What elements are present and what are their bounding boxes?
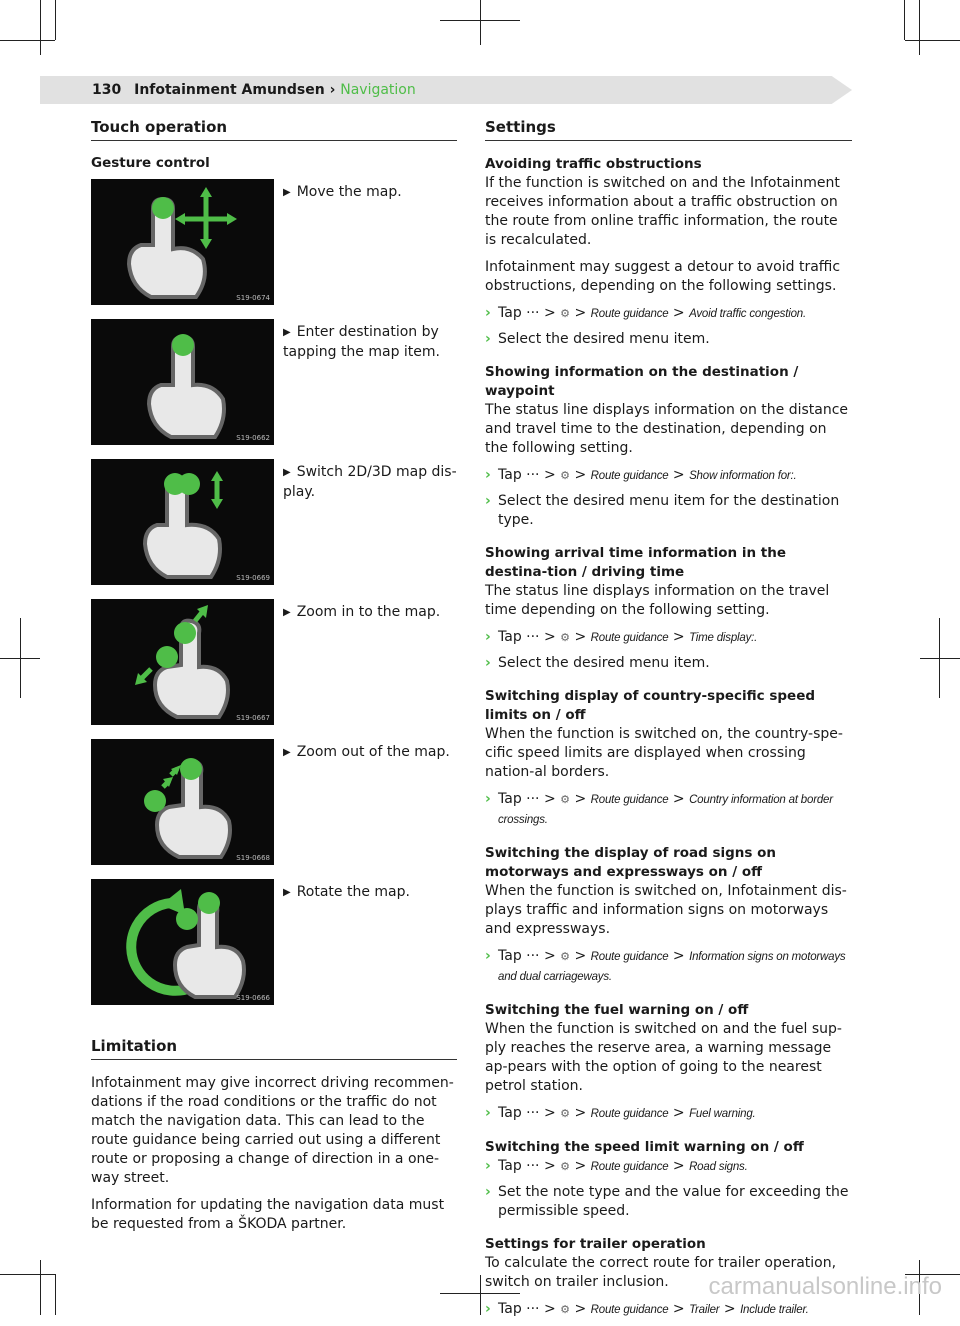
- chevron-right-icon: ›: [485, 1301, 491, 1317]
- image-code: S19-0662: [236, 434, 270, 442]
- menu-path-item: Show information for:.: [689, 470, 797, 482]
- setting-title: Showing arrival time information in the destina-tion / driving time: [485, 545, 787, 580]
- settings-gear-icon: ⚙: [560, 950, 571, 963]
- arrow-icon: >: [672, 1105, 685, 1121]
- gesture-step: [283, 603, 459, 623]
- limitation-paragraph: Infotainment may give incorrect driving recommen-dations if the road conditions or the traffic do not match the navigation data. This can lead to the route guidance being carried out using a different route or proposing a change of direction in a one-way street.: [91, 1075, 454, 1186]
- gesture-item: [91, 459, 457, 599]
- gesture-image-rotate: [91, 879, 274, 1005]
- chevron-right-icon: ›: [485, 1158, 491, 1174]
- step-triangle-icon: ▶: [283, 887, 291, 898]
- step-text: Move the map.: [296, 184, 402, 200]
- step-triangle-icon: ▶: [283, 327, 291, 338]
- step-text: Set the note type and the value for exceeding the permissible speed.: [498, 1184, 849, 1219]
- hand-tap-icon: [91, 319, 274, 445]
- settings-block: [485, 363, 852, 530]
- menu-path-item: Fuel warning.: [689, 1108, 756, 1120]
- crop-mark: [480, 0, 481, 45]
- step-text: Enter destination by tapping the map item.: [283, 324, 441, 360]
- hand-zoom-out-icon: [91, 739, 274, 865]
- settings-block: [485, 687, 852, 830]
- arrow-icon: >: [543, 305, 556, 321]
- menu-path-item: Trailer: [689, 1304, 720, 1316]
- gesture-image-zoom-in: [91, 599, 274, 725]
- chevron-right-icon: ›: [485, 791, 491, 807]
- chevron-right-icon: ›: [485, 493, 491, 509]
- gesture-item: [91, 599, 457, 739]
- gesture-image-2d3d: [91, 459, 274, 585]
- crop-mark: [20, 618, 21, 698]
- settings-block: [485, 544, 852, 673]
- menu-path-item: Include trailer.: [740, 1304, 809, 1316]
- instruction-step: [485, 330, 852, 349]
- more-icon: ···: [526, 629, 540, 645]
- arrow-icon: >: [543, 629, 556, 645]
- crop-mark: [40, 1260, 41, 1315]
- crop-mark: [0, 1274, 55, 1275]
- setting-title: Avoiding traffic obstructions: [485, 156, 702, 172]
- hand-two-finger-icon: [91, 459, 274, 585]
- limitation-section: [91, 1037, 457, 1234]
- more-icon: ···: [526, 467, 540, 483]
- menu-path-item: Avoid traffic congestion.: [689, 308, 806, 320]
- gesture-image-move: [91, 179, 274, 305]
- limitation-heading: Limitation: [91, 1037, 457, 1060]
- settings-gear-icon: ⚙: [560, 631, 571, 644]
- settings-gear-icon: ⚙: [560, 1303, 571, 1316]
- instruction-step: [485, 1300, 852, 1320]
- step-text: Zoom in to the map.: [296, 604, 441, 620]
- arrow-icon: >: [574, 629, 587, 645]
- settings-gear-icon: ⚙: [560, 1160, 571, 1173]
- more-icon: ···: [526, 305, 540, 321]
- settings-heading: Settings: [485, 118, 852, 141]
- settings-block: [485, 1001, 852, 1124]
- instruction-step: [485, 790, 852, 830]
- gesture-item: [91, 319, 457, 459]
- hand-move-icon: [91, 179, 274, 305]
- settings-gear-icon: ⚙: [560, 793, 571, 806]
- arrow-icon: >: [543, 948, 556, 964]
- crop-mark: [905, 40, 960, 41]
- tap-text: Tap: [498, 1105, 522, 1121]
- page-number: 130: [92, 82, 122, 98]
- tap-text: Tap: [498, 629, 522, 645]
- touch-operation-heading: Touch operation: [91, 118, 457, 141]
- chevron-right-icon: ›: [485, 331, 491, 347]
- menu-path-route-guidance: Route guidance: [590, 1108, 669, 1120]
- instruction-step: [485, 1104, 852, 1124]
- menu-path-route-guidance: Route guidance: [590, 308, 669, 320]
- arrow-icon: >: [543, 791, 556, 807]
- settings-block: [485, 155, 852, 349]
- setting-body: When the function is switched on and the fuel sup-ply reaches the reserve area, a warning message ap-pears with the option of going to the nearest petrol station.: [485, 1021, 842, 1094]
- menu-path-route-guidance: Route guidance: [590, 632, 669, 644]
- arrow-icon: >: [672, 948, 685, 964]
- menu-path-route-guidance: Route guidance: [590, 794, 669, 806]
- crop-mark: [40, 0, 41, 55]
- gesture-item: [91, 739, 457, 879]
- gesture-step: [283, 883, 459, 903]
- instruction-step: [485, 1157, 852, 1177]
- instruction-step: [485, 304, 852, 324]
- crop-mark: [939, 618, 940, 698]
- breadcrumb-link-navigation[interactable]: Navigation: [340, 82, 416, 98]
- crop-mark: [919, 0, 920, 55]
- tap-text: Tap: [498, 1158, 522, 1174]
- image-code: S19-0669: [236, 574, 270, 582]
- setting-body: Infotainment may suggest a detour to avoid traffic obstructions, depending on the following settings.: [485, 259, 841, 294]
- crop-mark: [0, 40, 55, 41]
- arrow-icon: >: [574, 467, 587, 483]
- step-triangle-icon: ▶: [283, 187, 291, 198]
- gesture-step: [283, 323, 459, 362]
- gesture-control-heading: Gesture control: [91, 155, 210, 171]
- arrow-icon: >: [574, 1105, 587, 1121]
- arrow-icon: >: [672, 467, 685, 483]
- instruction-step: [485, 492, 852, 530]
- step-triangle-icon: ▶: [283, 747, 291, 758]
- arrow-icon: >: [672, 629, 685, 645]
- arrow-icon: >: [672, 791, 685, 807]
- step-text: Zoom out of the map.: [296, 744, 450, 760]
- step-text: Select the desired menu item.: [498, 331, 710, 347]
- hand-zoom-in-icon: [91, 599, 274, 725]
- breadcrumb-separator: ›: [329, 82, 336, 98]
- image-code: S19-0666: [236, 994, 270, 1002]
- setting-body: When the function is switched on, Infotainment dis-plays traffic and information signs on motorways and expressways.: [485, 883, 847, 937]
- instruction-step: [485, 628, 852, 648]
- step-triangle-icon: ▶: [283, 607, 291, 618]
- more-icon: ···: [526, 948, 540, 964]
- right-column: [485, 118, 852, 1326]
- arrow-icon: >: [574, 948, 587, 964]
- setting-title: Settings for trailer operation: [485, 1236, 706, 1252]
- instruction-step: [485, 466, 852, 486]
- instruction-step: [485, 1183, 852, 1221]
- crop-mark: [920, 658, 960, 659]
- arrow-icon: >: [672, 1158, 685, 1174]
- chevron-right-icon: ›: [485, 655, 491, 671]
- menu-path-route-guidance: Route guidance: [590, 470, 669, 482]
- arrow-icon: >: [543, 1301, 556, 1317]
- menu-path-item: Time display:.: [689, 632, 758, 644]
- more-icon: ···: [526, 1105, 540, 1121]
- watermark: carmanualsonline.info: [708, 1273, 942, 1300]
- chevron-right-icon: ›: [485, 305, 491, 321]
- settings-block: [485, 1138, 852, 1221]
- setting-body: The status line displays information on the travel time depending on the following setting.: [485, 583, 830, 618]
- setting-title: Switching the fuel warning on / off: [485, 1002, 749, 1018]
- tap-text: Tap: [498, 305, 522, 321]
- setting-title: Switching the display of road signs on motorways and expressways on / off: [485, 845, 777, 880]
- arrow-icon: >: [574, 1158, 587, 1174]
- chevron-right-icon: ›: [485, 629, 491, 645]
- settings-gear-icon: ⚙: [560, 469, 571, 482]
- more-icon: ···: [526, 1158, 540, 1174]
- step-text: Switch 2D/3D map dis-play.: [283, 464, 457, 500]
- tap-text: Tap: [498, 791, 522, 807]
- arrow-icon: >: [574, 305, 587, 321]
- chevron-right-icon: ›: [485, 1105, 491, 1121]
- gesture-step: [283, 743, 459, 763]
- setting-title: Switching display of country-specific speed limits on / off: [485, 688, 816, 723]
- gesture-image-zoom-out: [91, 739, 274, 865]
- gesture-step: [283, 183, 459, 203]
- menu-path-route-guidance: Route guidance: [590, 951, 669, 963]
- more-icon: ···: [526, 791, 540, 807]
- crop-mark: [480, 1275, 481, 1315]
- limitation-paragraph: Information for updating the navigation data must be requested from a ŠKODA partner.: [91, 1197, 445, 1232]
- hand-rotate-icon: [91, 879, 274, 1005]
- arrow-icon: >: [574, 1301, 587, 1317]
- setting-title: Switching the speed limit warning on / off: [485, 1139, 804, 1155]
- image-code: S19-0667: [236, 714, 270, 722]
- setting-body: To calculate the correct route for trailer operation, switch on trailer inclusion.: [485, 1255, 837, 1290]
- chevron-right-icon: ›: [485, 1184, 491, 1200]
- arrow-icon: >: [672, 305, 685, 321]
- arrow-icon: >: [574, 791, 587, 807]
- gesture-step: [283, 463, 459, 502]
- gesture-item: [91, 179, 457, 319]
- step-text: Select the desired menu item.: [498, 655, 710, 671]
- tap-text: Tap: [498, 948, 522, 964]
- setting-title: Showing information on the destination / waypoint: [485, 364, 799, 399]
- arrow-icon: >: [672, 1301, 685, 1317]
- gesture-image-tap: [91, 319, 274, 445]
- gesture-item: [91, 879, 457, 1019]
- settings-block: [485, 844, 852, 987]
- menu-path-item: Road signs.: [689, 1161, 748, 1173]
- chevron-right-icon: ›: [485, 467, 491, 483]
- step-text: Select the desired menu item for the destination type.: [498, 493, 840, 528]
- chevron-right-icon: ›: [485, 948, 491, 964]
- crop-mark: [55, 1274, 56, 1315]
- step-text: Rotate the map.: [296, 884, 410, 900]
- image-code: S19-0674: [236, 294, 270, 302]
- setting-body: If the function is switched on and the Infotainment receives information about a traffic obstruction on the route from online traffic information, the route is recalculated.: [485, 175, 840, 248]
- crop-mark: [904, 0, 905, 40]
- setting-body: When the function is switched on, the country-spe-cific speed limits are displayed when crossing nation-al borders.: [485, 726, 843, 780]
- step-triangle-icon: ▶: [283, 467, 291, 478]
- menu-path-item: Country information at border crossings.: [498, 794, 833, 826]
- crop-mark: [55, 0, 56, 40]
- left-column: [91, 118, 457, 1242]
- arrow-icon: >: [543, 1158, 556, 1174]
- arrow-icon: >: [723, 1301, 736, 1317]
- arrow-icon: >: [543, 1105, 556, 1121]
- tap-text: Tap: [498, 467, 522, 483]
- menu-path-route-guidance: Route guidance: [590, 1304, 669, 1316]
- breadcrumb-section: Infotainment Amundsen: [134, 82, 325, 98]
- menu-path-route-guidance: Route guidance: [590, 1161, 669, 1173]
- arrow-icon: >: [543, 467, 556, 483]
- image-code: S19-0668: [236, 854, 270, 862]
- settings-gear-icon: ⚙: [560, 1107, 571, 1120]
- tap-text: Tap: [498, 1301, 522, 1317]
- menu-path-item: Information signs on motorways and dual carriageways.: [498, 951, 846, 983]
- instruction-step: [485, 654, 852, 673]
- instruction-step: [485, 947, 852, 987]
- breadcrumb: [92, 82, 416, 98]
- more-icon: ···: [526, 1301, 540, 1317]
- settings-gear-icon: ⚙: [560, 307, 571, 320]
- setting-body: The status line displays information on the distance and travel time to the destination, depending on the following setting.: [485, 402, 849, 456]
